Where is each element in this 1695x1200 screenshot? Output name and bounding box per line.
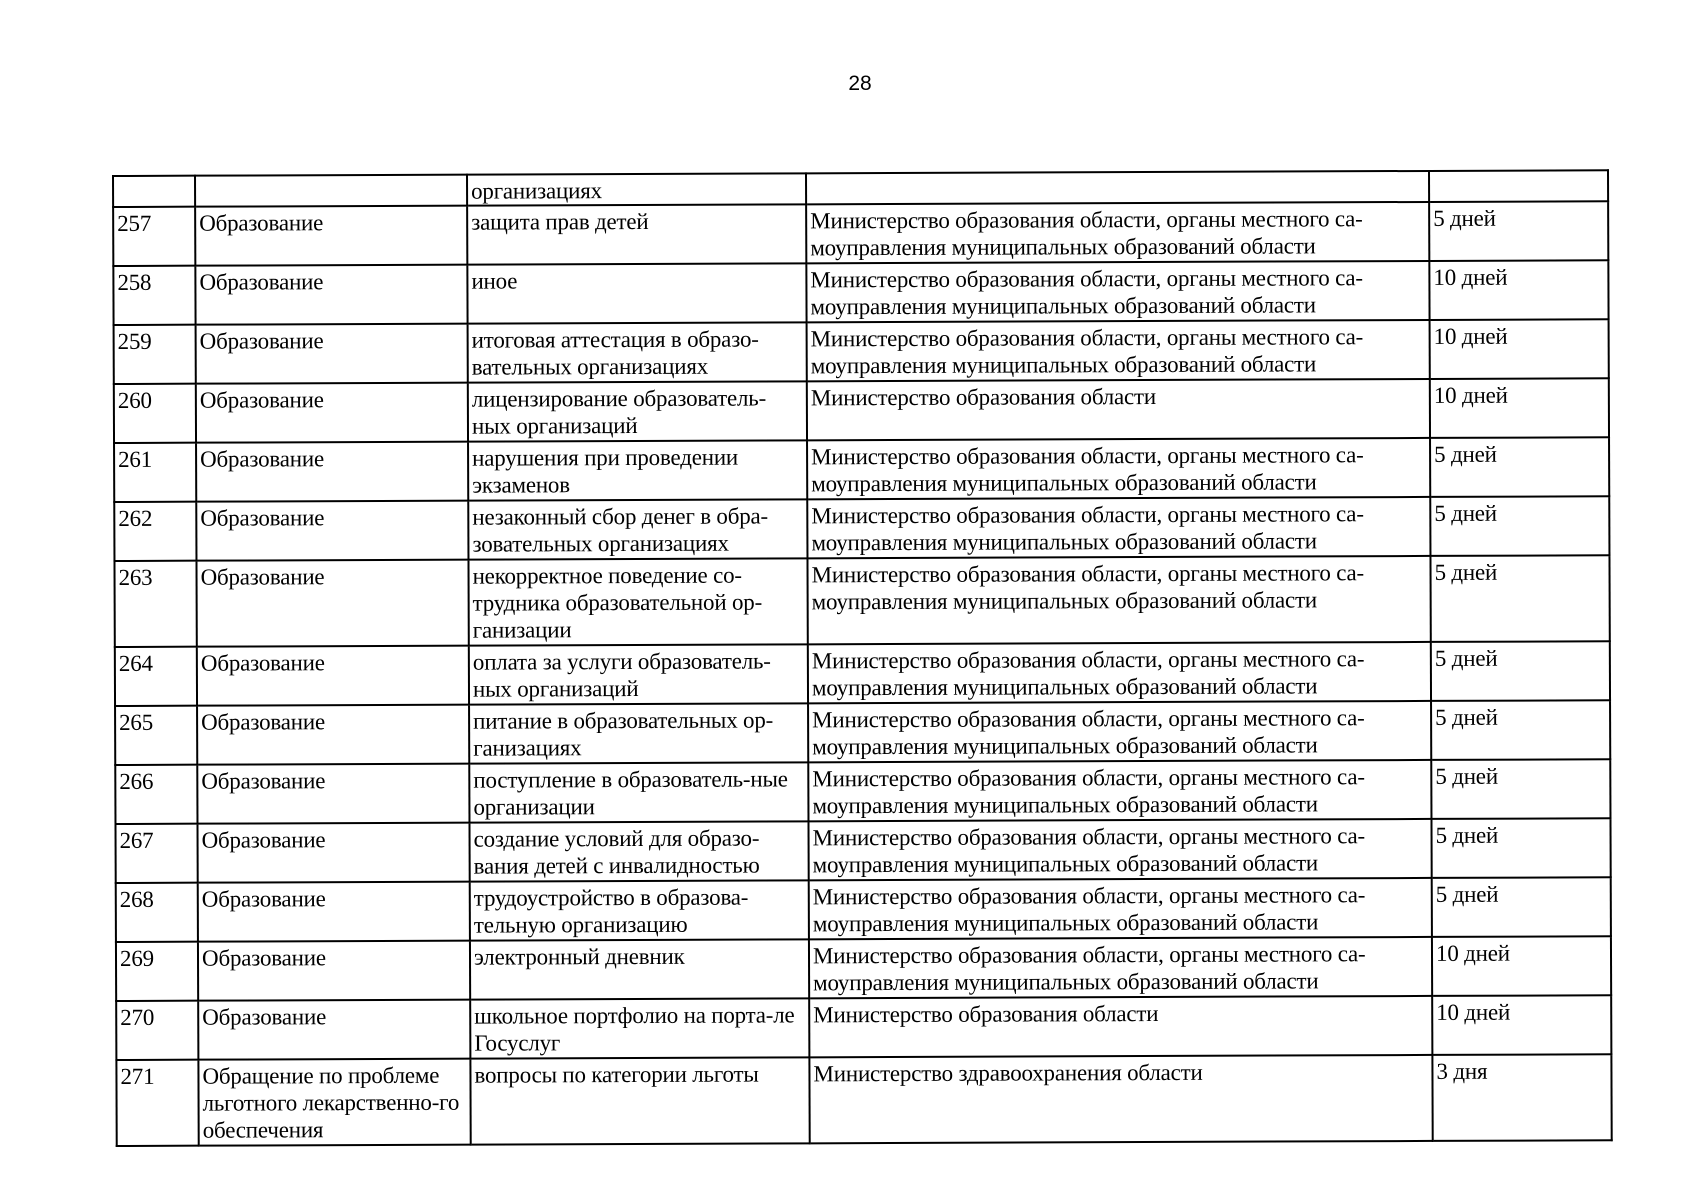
cell-organization: Министерство образования области, органы местного са-моуправления муниципальных образований области bbox=[807, 556, 1430, 644]
cell-topic: незаконный сбор денег в обра-зовательных организациях bbox=[468, 499, 807, 559]
cell-topic: некорректное поведение со-трудника образовательной ор-ганизации bbox=[468, 558, 807, 645]
table-row bbox=[116, 1054, 1611, 1146]
cell-topic: иное bbox=[467, 263, 806, 323]
table-row bbox=[114, 496, 1609, 561]
cell-term: 5 дней bbox=[1431, 759, 1610, 819]
cell-sphere: Образование bbox=[196, 560, 468, 647]
cell-organization: Министерство образования области, органы местного са-моуправления муниципальных образований области bbox=[807, 497, 1430, 558]
cell-term: 10 дней bbox=[1430, 378, 1609, 438]
cell-number: 260 bbox=[114, 384, 196, 443]
cell-topic: поступление в образователь-ные организации bbox=[469, 762, 808, 822]
cell-term: 5 дней bbox=[1430, 496, 1609, 556]
document-table bbox=[112, 169, 1613, 1147]
cell-topic: организациях bbox=[467, 173, 806, 205]
cell-sphere: Образование bbox=[197, 823, 469, 883]
table-row bbox=[114, 437, 1609, 502]
cell-sphere: Образование bbox=[197, 705, 469, 765]
cell-topic: создание условий для образо-вания детей с инвалидностью bbox=[469, 821, 808, 881]
table-row bbox=[115, 818, 1610, 883]
cell-number: 257 bbox=[113, 207, 195, 266]
cell-number: 266 bbox=[115, 765, 197, 824]
cell-sphere: Образование bbox=[196, 501, 468, 561]
cell-organization: Министерство образования области bbox=[809, 996, 1432, 1057]
cell-organization: Министерство здравоохранения области bbox=[809, 1055, 1432, 1143]
cell-sphere: Образование bbox=[195, 206, 467, 266]
cell-organization: Министерство образования области, органы местного са-моуправления муниципальных образований области bbox=[806, 202, 1429, 263]
cell-number: 263 bbox=[114, 561, 196, 647]
table-row bbox=[113, 260, 1608, 325]
cell-topic: лицензирование образователь-ных организаций bbox=[468, 381, 807, 441]
cell-term: 5 дней bbox=[1430, 555, 1609, 642]
cell-term: 10 дней bbox=[1432, 936, 1611, 996]
cell-sphere: Образование bbox=[196, 442, 468, 502]
cell-number: 258 bbox=[113, 266, 195, 325]
table-row bbox=[116, 877, 1611, 942]
cell-term: 5 дней bbox=[1429, 201, 1608, 261]
cell-term: 5 дней bbox=[1430, 437, 1609, 497]
cell-number: 265 bbox=[115, 706, 197, 765]
cell-organization: Министерство образования области, органы местного са-моуправления муниципальных образований области bbox=[807, 438, 1430, 499]
cell-organization: Министерство образования области, органы местного са-моуправления муниципальных образований области bbox=[808, 642, 1431, 703]
cell-sphere: Образование bbox=[198, 941, 470, 1001]
cell-sphere: Образование bbox=[196, 383, 468, 443]
cell-topic: питание в образовательных ор-ганизациях bbox=[469, 703, 808, 763]
cell-organization: Министерство образования области, органы местного са-моуправления муниципальных образований области bbox=[808, 701, 1431, 762]
cell-topic: оплата за услуги образователь-ных организаций bbox=[469, 644, 808, 704]
cell-sphere: Образование bbox=[196, 324, 468, 384]
cell-topic: итоговая аттестация в образо-вательных организациях bbox=[468, 322, 807, 382]
cell-term: 10 дней bbox=[1432, 995, 1611, 1055]
cell-number: 268 bbox=[116, 883, 198, 942]
cell-sphere: Обращение по проблеме льготного лекарственно-го обеспечения bbox=[198, 1059, 470, 1146]
cell-term bbox=[1429, 170, 1608, 202]
cell-number: 264 bbox=[115, 647, 197, 706]
cell-topic: нарушения при проведении экзаменов bbox=[468, 440, 807, 500]
cell-number: 271 bbox=[116, 1060, 198, 1146]
cell-term: 5 дней bbox=[1432, 877, 1611, 937]
cell-organization: Министерство образования области, органы местного са-моуправления муниципальных образований области bbox=[807, 320, 1430, 381]
table-row bbox=[115, 641, 1610, 706]
cell-sphere: Образование bbox=[197, 764, 469, 824]
cell-topic: вопросы по категории льготы bbox=[470, 1057, 809, 1144]
cell-organization: Министерство образования области, органы местного са-моуправления муниципальных образований области bbox=[809, 878, 1432, 939]
cell-number: 259 bbox=[114, 325, 196, 384]
table-row bbox=[114, 319, 1609, 384]
cell-organization: Министерство образования области, органы местного са-моуправления муниципальных образований области bbox=[808, 760, 1431, 821]
cell-sphere: Образование bbox=[197, 646, 469, 706]
cell-term: 5 дней bbox=[1431, 641, 1610, 701]
cell-organization bbox=[806, 171, 1429, 204]
cell-sphere: Образование bbox=[195, 265, 467, 325]
table-row bbox=[114, 378, 1609, 443]
cell-topic: трудоустройство в образова-тельную организацию bbox=[470, 880, 809, 940]
table-row bbox=[115, 700, 1610, 765]
cell-term: 3 дня bbox=[1432, 1054, 1611, 1141]
cell-number: 262 bbox=[114, 502, 196, 561]
table-row bbox=[116, 995, 1611, 1060]
cell-term: 10 дней bbox=[1429, 260, 1608, 320]
table-row bbox=[114, 555, 1609, 647]
cell-sphere: Образование bbox=[198, 882, 470, 942]
cell-term: 5 дней bbox=[1431, 700, 1610, 760]
cell-organization: Министерство образования области bbox=[807, 379, 1430, 440]
cell-number: 261 bbox=[114, 443, 196, 502]
table-row bbox=[115, 759, 1610, 824]
cell-number: 269 bbox=[116, 942, 198, 1001]
cell-number bbox=[113, 176, 195, 207]
cell-number: 270 bbox=[116, 1001, 198, 1060]
cell-topic: защита прав детей bbox=[467, 204, 806, 264]
cell-term: 10 дней bbox=[1430, 319, 1609, 379]
cell-term: 5 дней bbox=[1431, 818, 1610, 878]
cell-sphere bbox=[195, 175, 467, 207]
cell-sphere: Образование bbox=[198, 1000, 470, 1060]
page-number: 28 bbox=[848, 72, 872, 95]
table-row bbox=[116, 936, 1611, 1001]
cell-organization: Министерство образования области, органы местного са-моуправления муниципальных образований области bbox=[806, 261, 1429, 322]
cell-topic: школьное портфолио на порта-ле Госуслуг bbox=[470, 998, 809, 1058]
cell-number: 267 bbox=[115, 824, 197, 883]
table-row bbox=[113, 201, 1608, 266]
cell-topic: электронный дневник bbox=[470, 939, 809, 999]
cell-organization: Министерство образования области, органы местного са-моуправления муниципальных образований области bbox=[808, 819, 1431, 880]
cell-organization: Министерство образования области, органы местного са-моуправления муниципальных образований области bbox=[809, 937, 1432, 998]
